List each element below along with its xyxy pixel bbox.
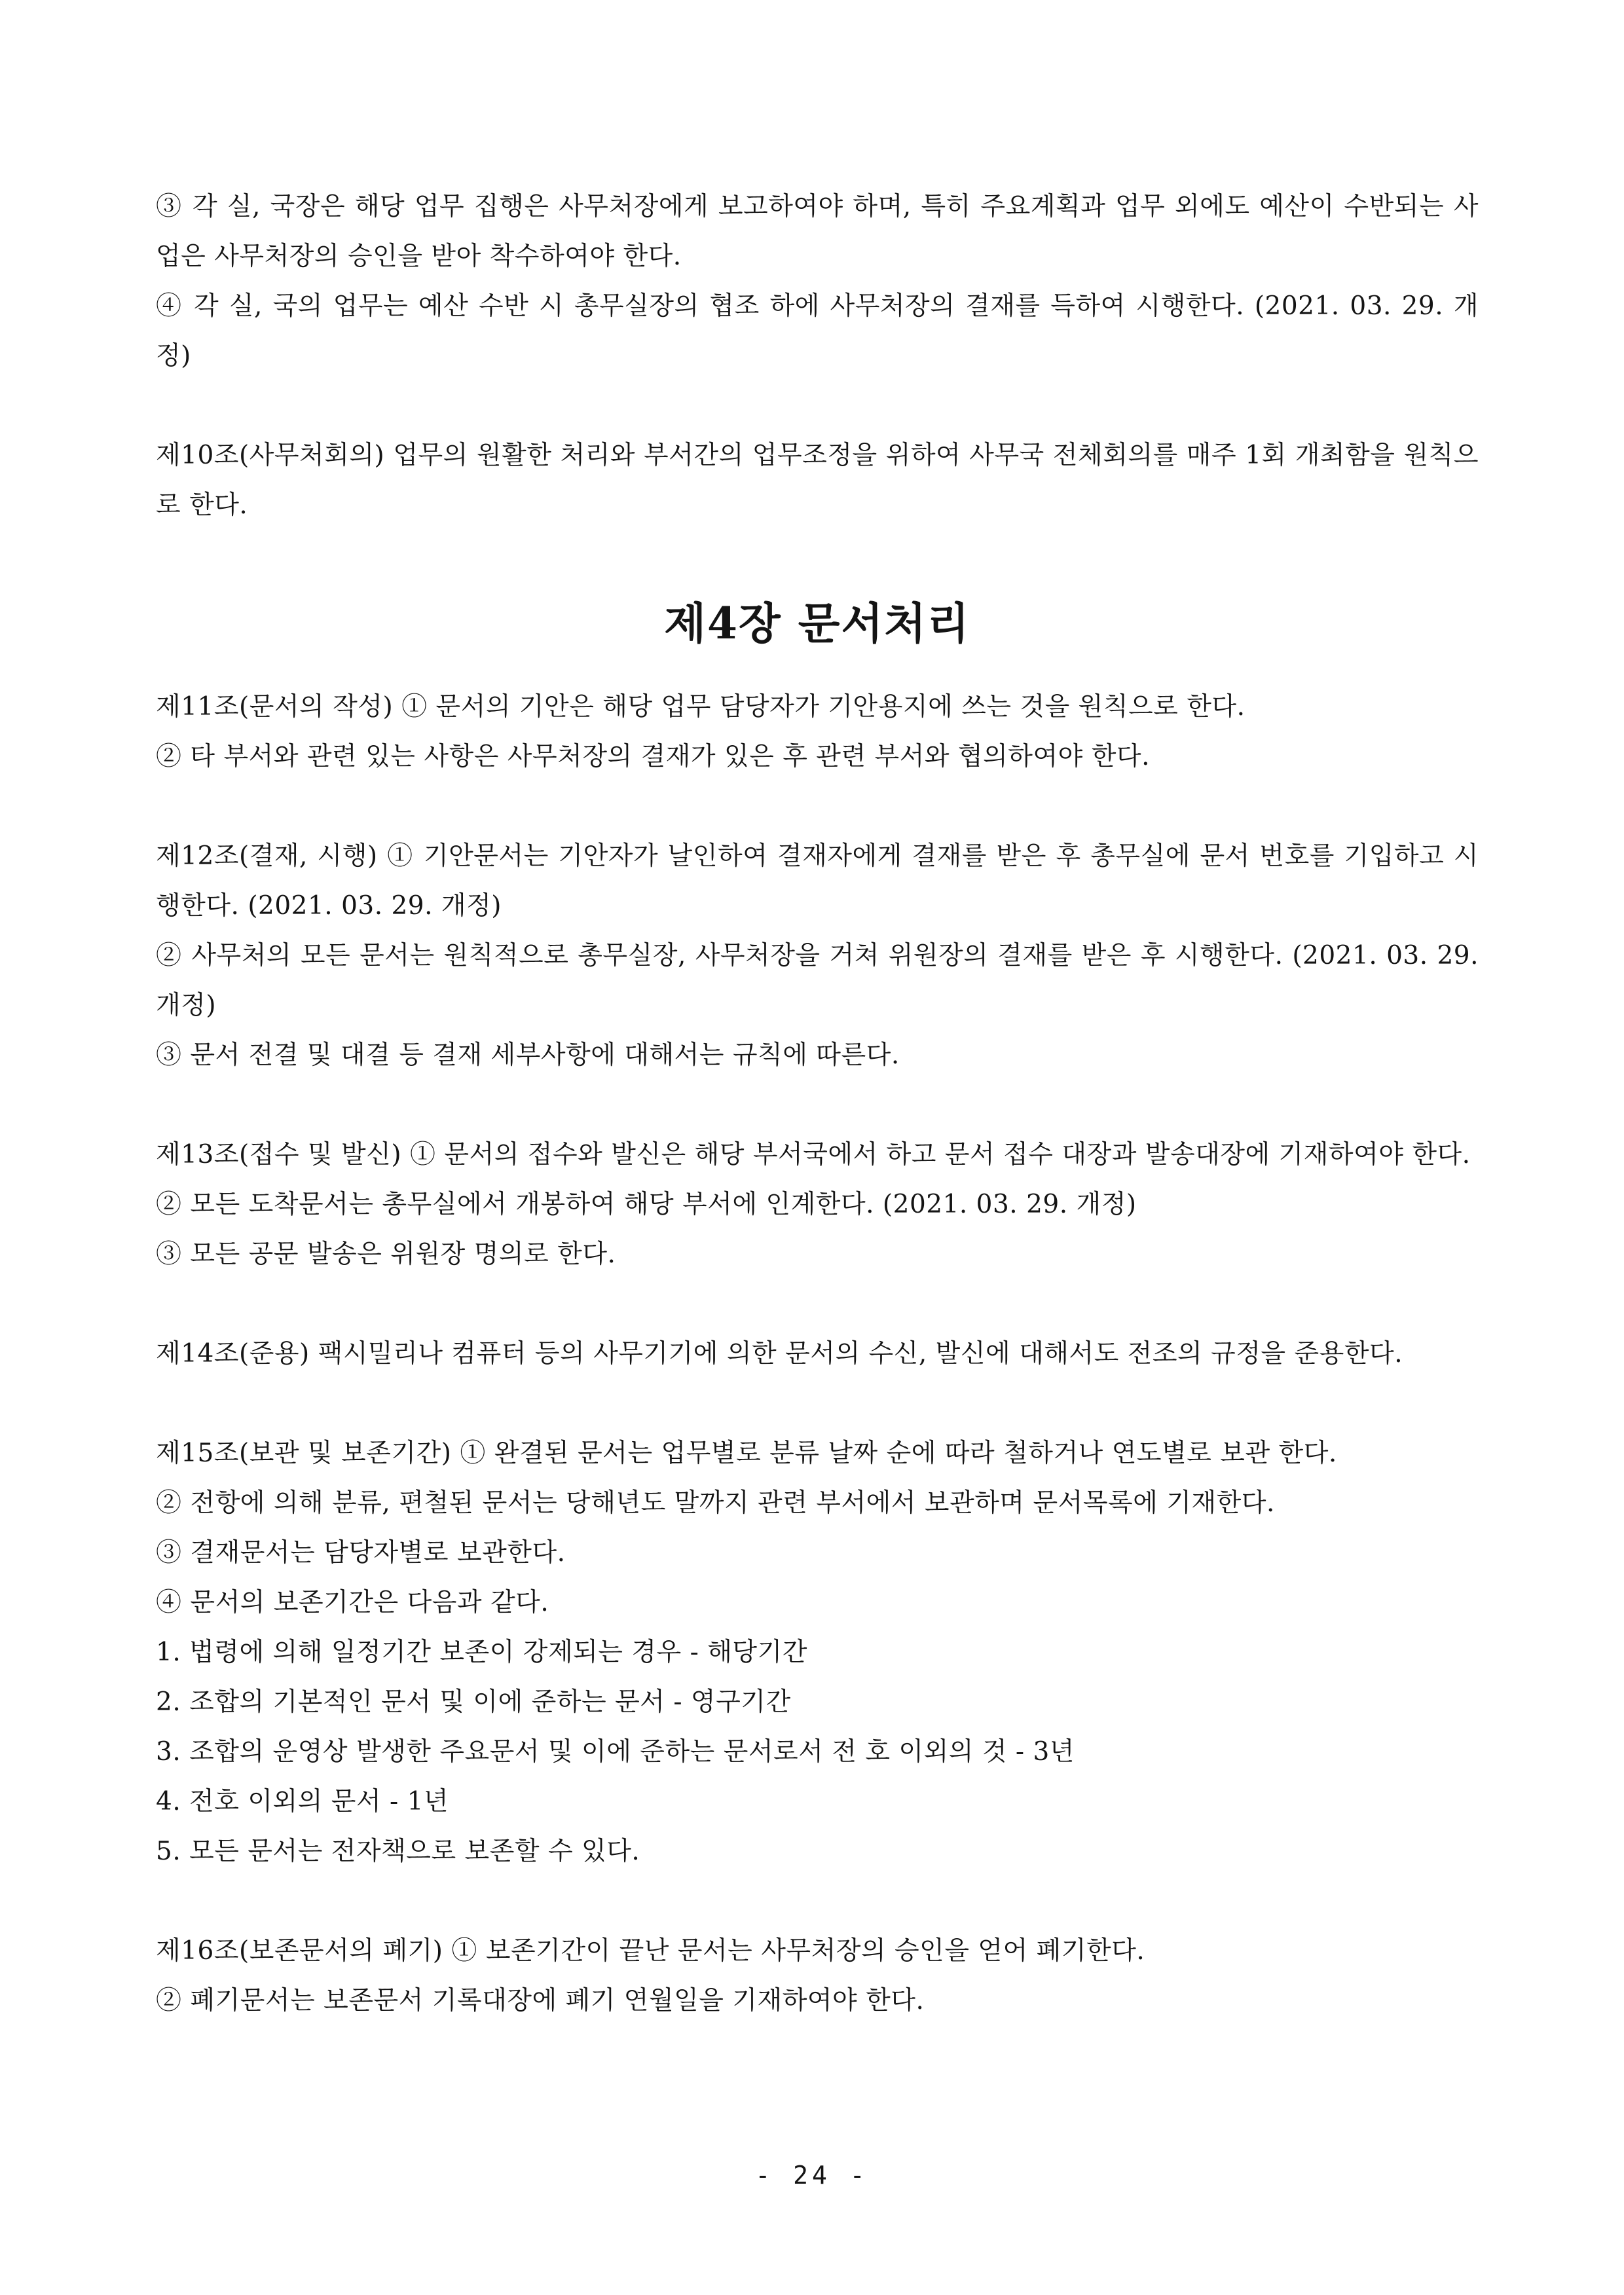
paragraph-spacer	[156, 1080, 1479, 1130]
article15-line: ③ 결재문서는 담당자별로 보관한다.	[156, 1538, 566, 1568]
article15-line: 제15조(보관 및 보존기간) ① 완결된 문서는 업무별로 분류 날짜 순에 따라 철하거나 연도별로 보관 한다.	[156, 1439, 1337, 1468]
paragraph-spacer	[156, 1379, 1479, 1429]
article13-line: 제13조(접수 및 발신) ① 문서의 접수와 발신은 해당 부서국에서 하고 문서 접수 대장과 발송대장에 기재하여야 한다.	[156, 1140, 1471, 1169]
chapter-title: 제4장 문서처리	[664, 598, 970, 649]
article11-line: 제11조(문서의 작성) ① 문서의 기안은 해당 업무 담당자가 기안용지에 쓰는 것을 원칙으로 한다.	[156, 692, 1246, 722]
article10-text: 제10조(사무처회의) 업무의 원활한 처리와 부서간의 업무조정을 위하여 사무국 전체회의를 매주 1회 개최함을 원칙으로 한다.	[156, 441, 1479, 520]
article13-line: ③ 모든 공문 발송은 위원장 명의로 한다.	[156, 1239, 616, 1269]
paragraph-spacer	[156, 381, 1479, 431]
paragraph-spacer	[156, 1279, 1479, 1329]
article15-line: ④ 문서의 보존기간은 다음과 같다.	[156, 1588, 549, 1617]
article12-line: ② 사무처의 모든 문서는 원칙적으로 총무실장, 사무처장을 거쳐 위원장의 결재를 받은 후 시행한다. (2021. 03. 29. 개정)	[156, 941, 1479, 1020]
article16-line: 제16조(보존문서의 폐기) ① 보존기간이 끝난 문서는 사무처장의 승인을 얻어 폐기한다.	[156, 1936, 1145, 1966]
article9-paragraph-3: ③ 각 실, 국장은 해당 업무 집행은 사무처장에게 보고하여야 하며, 특히 주요계획과 업무 외에도 예산이 수반되는 사업은 사무처장의 승인을 받아 착수하여야 한다.	[156, 192, 1479, 271]
retention-item: 4. 전호 이외의 문서 - 1년	[156, 1787, 449, 1816]
article13-line: ② 모든 도착문서는 총무실에서 개봉하여 해당 부서에 인계한다. (2021. 03. 29. 개정)	[156, 1190, 1137, 1219]
article14-text: 제14조(준용) 팩시밀리나 컴퓨터 등의 사무기기에 의한 문서의 수신, 발신에 대해서도 전조의 규정을 준용한다.	[156, 1339, 1403, 1368]
article16-line: ② 폐기문서는 보존문서 기록대장에 폐기 연월일을 기재하여야 한다.	[156, 1986, 925, 2015]
article11-line: ② 타 부서와 관련 있는 사항은 사무처장의 결재가 있은 후 관련 부서와 협의하여야 한다.	[156, 742, 1150, 771]
page-number: - 24 -	[755, 2161, 869, 2190]
paragraph-spacer	[156, 1877, 1479, 1926]
retention-item: 1. 법령에 의해 일정기간 보존이 강제되는 경우 - 해당기간	[156, 1638, 807, 1667]
paragraph-spacer	[156, 782, 1479, 832]
retention-item: 5. 모든 문서는 전자책으로 보존할 수 있다.	[156, 1837, 640, 1866]
article9-paragraph-4: ④ 각 실, 국의 업무는 예산 수반 시 총무실장의 협조 하에 사무처장의 결재를 득하여 시행한다. (2021. 03. 29. 개정)	[156, 291, 1479, 371]
article15-line: ② 전항에 의해 분류, 편철된 문서는 당해년도 말까지 관련 부서에서 보관하며 문서목록에 기재한다.	[156, 1488, 1275, 1518]
article12-line: 제12조(결재, 시행) ① 기안문서는 기안자가 날인하여 결재자에게 결재를 받은 후 총무실에 문서 번호를 기입하고 시행한다. (2021. 03. 29. 개정)	[156, 841, 1479, 921]
retention-item: 2. 조합의 기본적인 문서 및 이에 준하는 문서 - 영구기간	[156, 1687, 791, 1717]
document-body	[156, 182, 1479, 2026]
retention-item: 3. 조합의 운영상 발생한 주요문서 및 이에 준하는 문서로서 전 호 이외의 것 - 3년	[156, 1737, 1075, 1767]
article12-line: ③ 문서 전결 및 대결 등 결재 세부사항에 대해서는 규칙에 따른다.	[156, 1040, 900, 1070]
